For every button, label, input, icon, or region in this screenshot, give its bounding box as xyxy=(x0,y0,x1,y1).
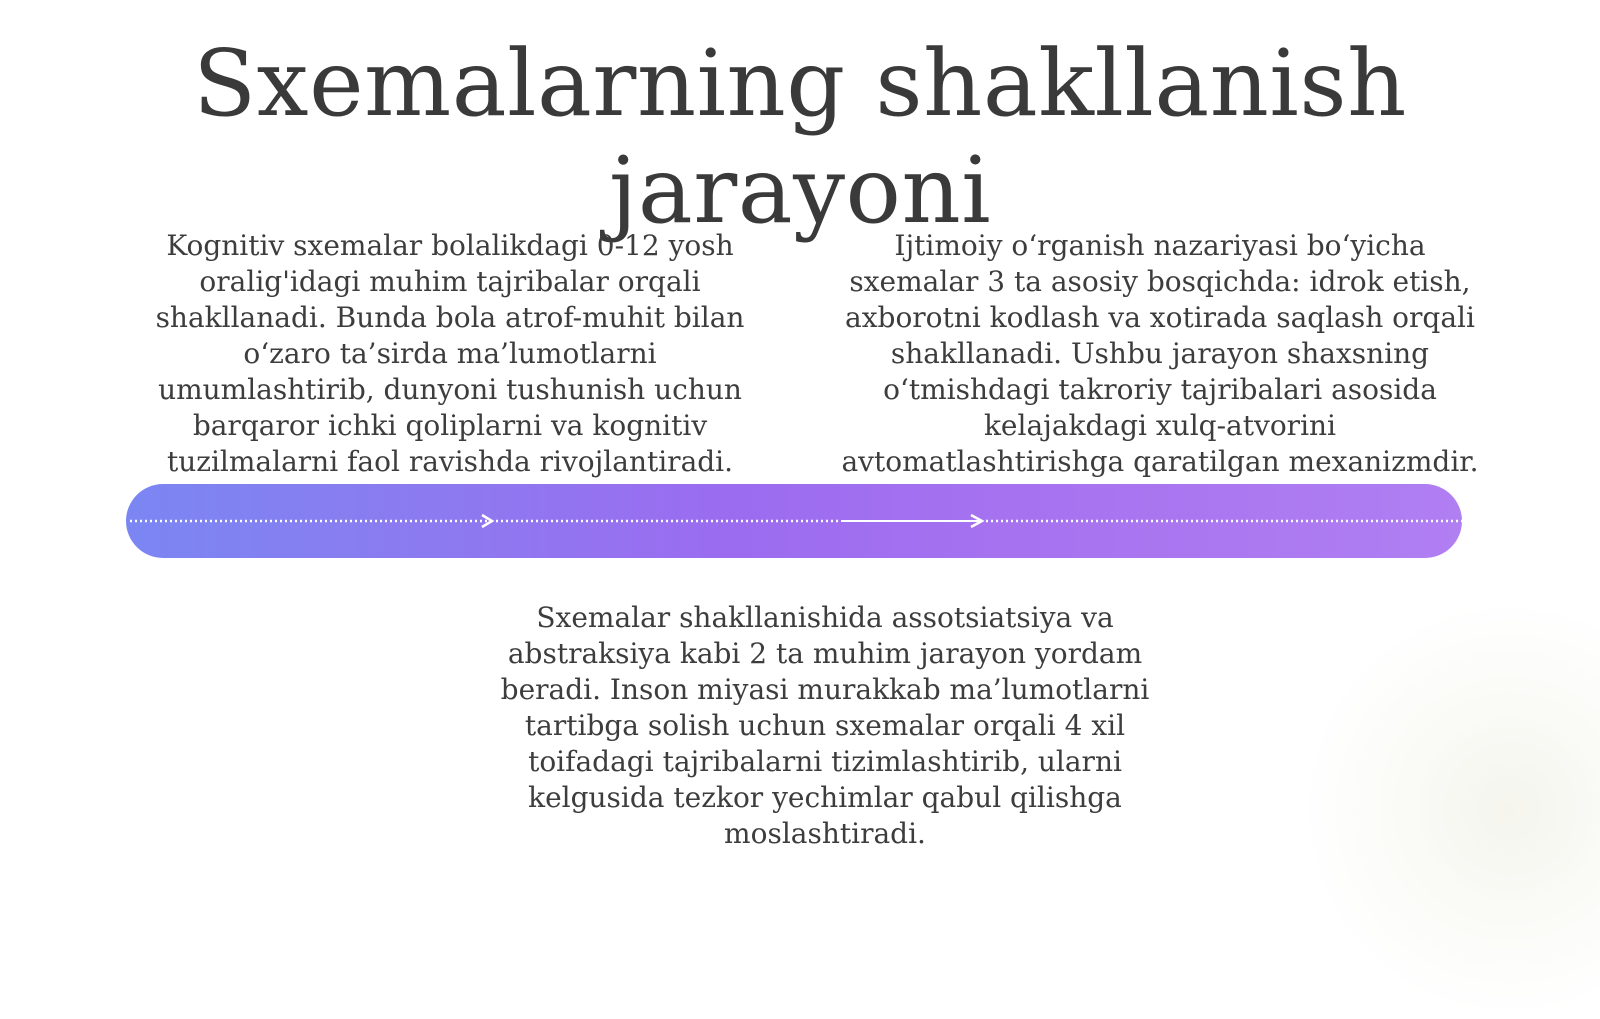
timeline-bar xyxy=(126,484,1462,558)
page-title: Sxemalarning shakllanish jarayoni xyxy=(193,30,1407,244)
text-block-association-abstraction: Sxemalar shakllanishida assotsiatsiya va abstraksiya kabi 2 ta muhim jarayon yordam beradi. Inson miyasi murakkab ma’lumotlarni tartibga solish uchun sxemalar orqali 4 xil toifadagi tajribalarni tizimlashtirib, ularni kelgusida tezkor yechimlar qabul qilishga moslashtiradi. xyxy=(500,601,1150,850)
background-glow xyxy=(1300,599,1600,1019)
text-block-social-learning: Ijtimoiy o‘rganish nazariyasi bo‘yicha sxemalar 3 ta asosiy bosqichda: idrok etish, axborotni kodlash va xotirada saqlash orqali shakllanadi. Ushbu jarayon shaxsning o‘tmishdagi takroriy tajribalari asosida kelajakdagi xulq-atvorini avtomatlashtirishga qaratilgan mexanizmdir. xyxy=(841,229,1479,478)
text-block-childhood-schemas: Kognitiv sxemalar bolalikdagi 0-12 yosh oralig'idagi muhim tajribalar orqali shakllanadi. Bunda bola atrof-muhit bilan o‘zaro ta’sirda ma’lumotlarni umumlashtirib, dunyoni tushunish uchun barqaror ichki qoliplarni va kognitiv tuzilmalarni faol ravishda rivojlantiradi. xyxy=(155,229,745,478)
timeline-arrows xyxy=(126,484,1462,558)
